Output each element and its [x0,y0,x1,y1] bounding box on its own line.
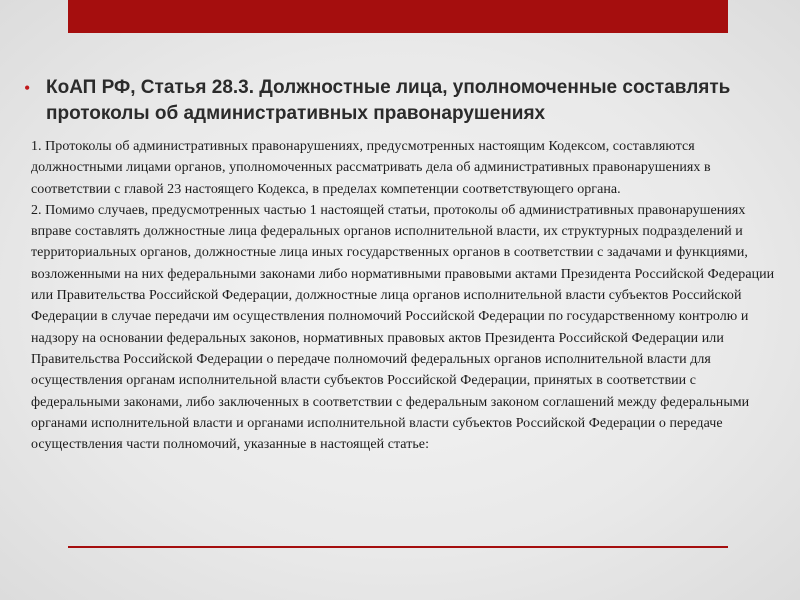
bullet-icon: • [24,78,31,98]
slide-title: КоАП РФ, Статья 28.3. Должностные лица, уполномоченные составлять протоколы об административных правонарушениях [46,77,731,124]
paragraph-1: 1. Протоколы об административных правонарушениях, предусмотренных настоящим Кодексом, составляются должностными лицами органов, уполномоченных рассматривать дела об административных правонарушениях в соответствии с главой 23 настоящего Кодекса, в пределах компетенции соответствующего органа. [31,139,711,197]
paragraph-2: 2. Помимо случаев, предусмотренных частью 1 настоящей статьи, протоколы об административных правонарушениях вправе составлять должностные лица федеральных органов исполнительной власти, их структурных подразделений и территориальных органов, должностные лица иных государственных органов в соответствии с задачами и функциями, возложенными на них федеральными законами либо нормативными правовыми актами Президента Российской Федерации или Правительства Российской Федерации, должностные лица органов исполнительной власти субъектов Российской Федерации в случае передачи им осуществления полномочий Российской Федерации по государственному контролю и надзору на основании федеральных законов, нормативных правовых актов Президента Российской Федерации или Правительства Российской Федерации о передаче полномочий федеральных органов исполнительной власти для осуществления органам исполнительной власти субъектов Российской Федерации, принятых в соответствии с федеральными законами, либо заключенных в соответствии с федеральным законом соглашений между федеральными органами исполнительной власти и органами исполнительной власти субъектов Российской Федерации о передаче осуществления части полномочий, указанные в настоящей статье: [31,202,775,453]
bottom-divider [68,546,728,548]
top-accent-bar [68,0,728,33]
article-body [31,136,788,455]
